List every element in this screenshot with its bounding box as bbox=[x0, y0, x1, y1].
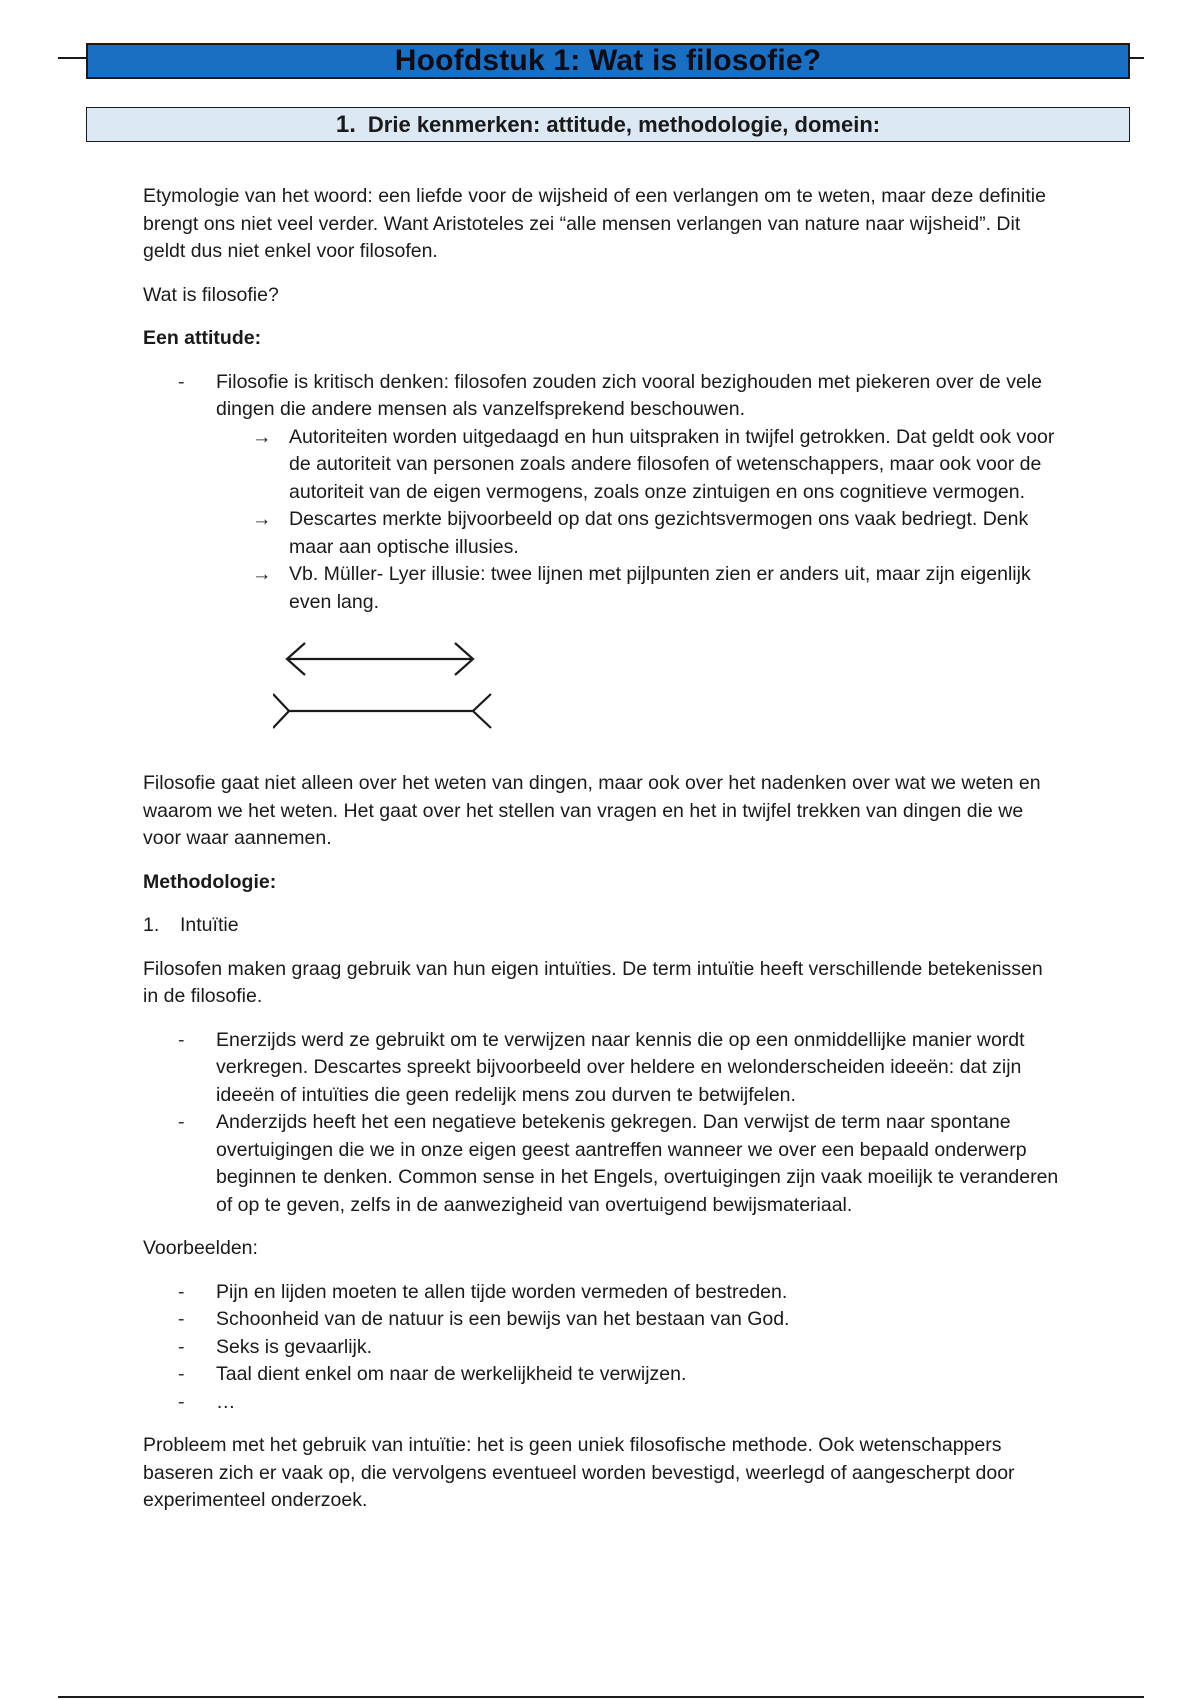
chapter-title: Hoofdstuk 1: Wat is filosofie? bbox=[394, 44, 822, 77]
dash-bullet: - bbox=[178, 1308, 185, 1330]
chapter-title-bar bbox=[86, 43, 1130, 79]
intuition-item-text: Enerzijds werd ze gebruikt om te verwijzen naar kennis die op een onmiddellijke manier wordt verkregen. Descartes spreekt bijvoorbeeld over heldere en welonderscheiden ideeën: dat zijn ideeën of intuïties die geen redelijk mens zou durven te betwijfelen. bbox=[216, 1028, 1025, 1106]
section-heading bbox=[86, 107, 1130, 142]
dash-bullet: - bbox=[178, 1363, 185, 1385]
list-item bbox=[216, 561, 1063, 616]
title-rule-right bbox=[1130, 57, 1144, 59]
intuition-intro-paragraph: Filosofen maken graag gebruik van hun eigen intuïties. De term intuïtie heeft verschillende betekenissen in de filosofie. bbox=[143, 957, 1043, 1007]
list-item bbox=[216, 506, 1063, 561]
problem-paragraph: Probleem met het gebruik van intuïtie: het is geen uniek filosofische methode. Ook wetenschappers baseren zich er vaak op, die vervolgens eventueel worden bevestigd, weerlegd of aangescherpt door experimenteel onderzoek. bbox=[143, 1434, 1015, 1511]
dash-bullet: - bbox=[178, 1028, 185, 1051]
dash-bullet: - bbox=[178, 1111, 185, 1133]
footer-rule bbox=[58, 1696, 1144, 1698]
arrow-bullet-icon: → bbox=[252, 563, 272, 585]
method-list-number: 1. bbox=[143, 914, 160, 936]
attitude-heading: Een attitude: bbox=[143, 327, 262, 349]
arrow-bullet-icon: → bbox=[252, 425, 272, 448]
question-paragraph: Wat is filosofie? bbox=[143, 283, 279, 306]
example-text: … bbox=[216, 1390, 236, 1413]
list-item bbox=[216, 424, 1063, 507]
example-text: Seks is gevaarlijk. bbox=[216, 1335, 373, 1358]
arrow-item-text: Descartes merkte bijvoorbeeld op dat ons gezichtsvermogen ons vaak bedriegt. Denk maar aan optische illusies. bbox=[289, 508, 1029, 558]
dash-bullet: - bbox=[178, 370, 185, 393]
title-rule-left bbox=[58, 57, 86, 59]
example-text: Pijn en lijden moeten te allen tijde worden vermeden of bestreden. bbox=[216, 1280, 788, 1303]
muller-lyer-illusion-figure bbox=[273, 640, 513, 740]
intro-paragraph: Etymologie van het woord: een liefde voor de wijsheid of een verlangen om te weten, maar deze definitie brengt ons niet veel verder. Want Aristoteles zei “alle mensen verlangen van nature naar wijsheid”. Dit geldt dus niet enkel voor filosofen. bbox=[143, 185, 1046, 262]
list-item bbox=[143, 1109, 1063, 1219]
list-item bbox=[143, 1389, 1063, 1417]
list-item bbox=[143, 369, 1063, 617]
arrow-item-text: Vb. Müller- Lyer illusie: twee lijnen met pijlpunten zien er anders uit, maar zijn eigenlijk even lang. bbox=[289, 563, 1031, 613]
attitude-item-text: Filosofie is kritisch denken: filosofen zouden zich vooral bezighouden met piekeren over de vele dingen die andere mensen als vanzelfsprekend beschouwen. bbox=[216, 370, 1042, 420]
arrow-bullet-icon: → bbox=[252, 508, 272, 530]
attitude-arrow-list bbox=[216, 424, 1063, 617]
list-item bbox=[143, 1279, 1063, 1307]
method-heading: Methodologie: bbox=[143, 870, 277, 893]
examples-heading: Voorbeelden: bbox=[143, 1237, 258, 1259]
examples-list bbox=[143, 1279, 1063, 1417]
intuition-list bbox=[143, 1027, 1063, 1220]
dash-bullet: - bbox=[178, 1390, 185, 1413]
section-number: 1. bbox=[335, 110, 356, 138]
method-ordered-item bbox=[143, 912, 1063, 940]
dash-bullet: - bbox=[178, 1280, 185, 1303]
example-text: Taal dient enkel om naar de werkelijkheid te verwijzen. bbox=[216, 1363, 687, 1385]
arrow-item-text: Autoriteiten worden uitgedaagd en hun uitspraken in twijfel getrokken. Dat geldt ook voor de autoriteit van personen zoals andere filosofen of wetenschappers, maar ook voor de autoriteit van de eigen vermogens, zoals onze zintuigen en ons cognitieve vermogen. bbox=[289, 425, 1055, 503]
method-list-text: Intuïtie bbox=[180, 914, 239, 936]
list-item bbox=[143, 1361, 1063, 1389]
after-illusion-paragraph: Filosofie gaat niet alleen over het weten van dingen, maar ook over het nadenken over wat we weten en waarom we het weten. Het gaat over het stellen van vragen en het in twijfel trekken van dingen die we voor waar aannemen. bbox=[143, 772, 1041, 849]
intuition-item-text: Anderzijds heeft het een negatieve betekenis gekregen. Dan verwijst de term naar spontane overtuigingen die we in onze eigen geest aantreffen wanneer we over een bepaald onderwerp beginnen te denken. Common sense in het Engels, overtuigingen zijn vaak moeilijk te veranderen of op te geven, zelfs in de aanwezigheid van overtuigend bewijsmateriaal. bbox=[216, 1111, 1059, 1216]
body-content bbox=[143, 183, 1063, 1531]
list-item bbox=[143, 1306, 1063, 1334]
arrow-line-outward-heads bbox=[287, 643, 473, 675]
example-text: Schoonheid van de natuur is een bewijs van het bestaan van God. bbox=[216, 1308, 790, 1330]
section-title: Drie kenmerken: attitude, methodologie, domein: bbox=[367, 111, 881, 137]
dash-bullet: - bbox=[178, 1335, 185, 1358]
list-item bbox=[143, 1027, 1063, 1110]
list-item bbox=[143, 1334, 1063, 1362]
attitude-list bbox=[143, 369, 1063, 617]
arrow-line-inward-heads bbox=[273, 694, 491, 728]
